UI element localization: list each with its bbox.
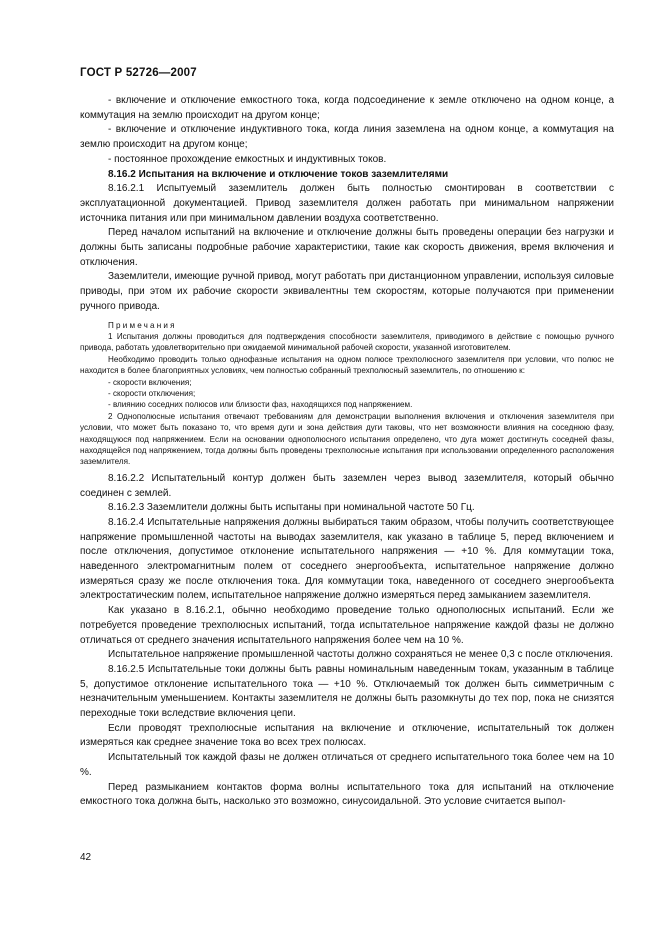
list-item: - включение и отключение индуктивного тока, когда линия заземлена на одном конце, а коммутация на землю происходит на другом конце; xyxy=(80,124,614,151)
list-item: - включение и отключение емкостного тока, когда подсоединение к земле отключено на одном конце, а коммутация на землю происходит на другом конце; xyxy=(80,95,614,121)
paragraph: Перед началом испытаний на включение и отключение должны быть проведены операции без нагрузки и должны быть записаны подробные рабочие характеристики, такие как скорость движения, время включения и отключения. xyxy=(80,227,614,268)
note-item: - скорости отключения; xyxy=(108,388,196,398)
paragraph: 8.16.2.3 Заземлители должны быть испытаны при номинальной частоте 50 Гц. xyxy=(108,502,475,514)
document-header: ГОСТ Р 52726—2007 xyxy=(80,67,197,79)
paragraph: Если проводят трехполюсные испытания на включение и отключение, испытательный ток должен измеряться как среднее значение тока во всех трех полюсах. xyxy=(80,722,614,749)
paragraph: Испытательное напряжение промышленной частоты должно сохраняться не менее 0,3 с после отключения. xyxy=(108,649,614,661)
paragraph: 8.16.2.4 Испытательные напряжения должны выбираться таким образом, чтобы получить соответствующее напряжение промышленной частоты на выводах заземлителя, как указано в таблице 5, перед включением и после отключения, допустимое отклонение испытательного напряжения — +10 %. Для коммутации тока, наведенного электромагнитным полем от соседнего энергообъекта, испытательное напряжение должно измеряться сразу же после отключения тока. Для коммутации тока, наведенного от соседнего энергообъекта электростатическим полем, испытательное напряжение должно измеряться перед замыканием заземлителя. xyxy=(80,516,614,602)
page-number: 42 xyxy=(80,852,92,863)
note-item: 1 Испытания должны проводиться для подтверждения способности заземлителя, приводимого в действие с помощью ручного привода, работать удовлетворительно при ожидаемой минимальной рабочей скорости, указанной изготовителем. xyxy=(80,331,614,353)
note-item: - скорости включения; xyxy=(108,377,192,387)
paragraph: 8.16.2.5 Испытательные токи должны быть равны номинальным наведенным токам, указанным в таблице 5, допустимое отклонение испытательного тока — +10 %. Отключаемый ток должен быть симметричным с незначительным уменьшением. Контакты заземлителя не должны быть разомкнуты до тех пор, пока не снизятся переходные токи вследствие включения цепи. xyxy=(80,663,614,720)
paragraph: 8.16.2.2 Испытательный контур должен быть заземлен через вывод заземлителя, который обычно соединен с землей. xyxy=(80,472,614,499)
notes-block xyxy=(80,320,614,468)
paragraph: Испытательный ток каждой фазы не должен отличаться от среднего испытательного тока более чем на 10 %. xyxy=(80,752,614,778)
paragraph: Как указано в 8.16.2.1, обычно необходимо проведение только однополюсных испытаний. Если же потребуется проведение трехполюсных испытаний, тогда испытательное напряжение каждой фазы не должно отличаться от среднего значения испытательного напряжения более чем на 10 %. xyxy=(80,605,614,646)
notes-title: Примечания xyxy=(108,320,177,330)
note-item: - влиянию соседних полюсов или близости фаз, находящихся под напряжением. xyxy=(108,400,413,410)
section-heading: 8.16.2 Испытания на включение и отключение токов заземлителями xyxy=(108,168,449,180)
paragraph: Заземлители, имеющие ручной привод, могут работать при дистанционном управлении, используя силовые приводы, при этом их рабочие скорости эквивалентны тем скоростям, которые получаются при применении ручного привода. xyxy=(80,271,614,312)
note-item: Необходимо проводить только однофазные испытания на одном полюсе трехполюсного заземлителя при условии, что полюс не находится в более благоприятных условиях, чем полностью собранный трехполюсный заземлитель, по отношению к: xyxy=(80,354,614,376)
list-item: - постоянное прохождение емкостных и индуктивных токов. xyxy=(108,153,387,165)
document-body xyxy=(80,94,614,810)
paragraph: Перед размыканием контактов форма волны испытательного тока для испытаний на отключение емкостного тока должна быть, насколько это возможно, синусоидальной. Это условие считается выпол- xyxy=(80,781,614,808)
paragraph: 8.16.2.1 Испытуемый заземлитель должен быть полностью смонтирован в соответствии с эксплуатационной документацией. Привод заземлителя должен работать при минимальном напряжении источника питания или при минимальном давлении воздуха соответственно. xyxy=(80,183,614,224)
note-item: 2 Однополюсные испытания отвечают требованиям для демонстрации выполнения включения и отключения заземлителя при условии, что может быть показано то, что время дуги и зона действия дуги таковы, что нет возможности влияния на соседнюю фазу, находящуюся под напряжением. Если на основании однополюсного испытания определено, что дуга может достигнуть соседней фазы, находящейся под напряжением, тогда должны быть проведены трехполюсные испытания при использовании определенного расположения заземлителя. xyxy=(80,411,614,467)
